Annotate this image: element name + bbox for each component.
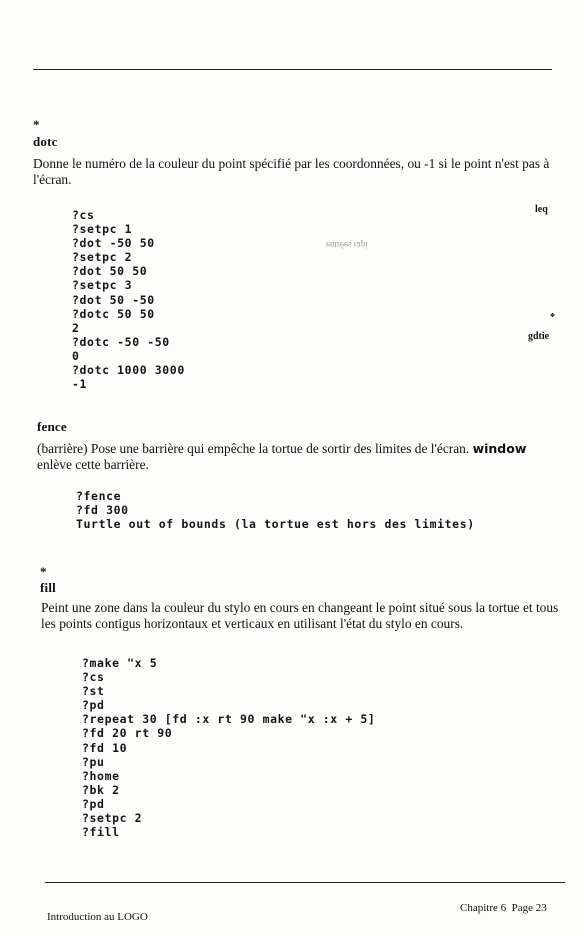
description-fence-text: (barrière) Pose une barrière qui empêche la tortue de sortir des limites de l'écran. [37, 441, 470, 456]
code-line: ?pu [82, 754, 105, 769]
code-line: ?home [82, 768, 120, 783]
star-marker-fill: * [40, 564, 47, 579]
term-fence: fence [37, 419, 67, 434]
code-example-dotc [72, 208, 185, 391]
margin-note: gdtie [528, 331, 550, 342]
bleed-through-text: entrées rapi [326, 240, 368, 250]
star-marker-dotc: * [33, 117, 40, 132]
code-line: ?dotc 1000 3000 [72, 363, 185, 378]
code-line: ?fd 300 [76, 503, 129, 518]
code-line: ?fill [82, 825, 120, 840]
code-line: ?pd [82, 796, 105, 811]
code-line: ?cs [72, 208, 95, 222]
code-line: ?dotc 50 50 [72, 306, 155, 321]
footer-chapter: Chapitre 6 [460, 902, 507, 914]
bottom-rule [45, 882, 565, 883]
code-line: ?setpc 1 [72, 222, 133, 237]
code-line: -1 [72, 377, 88, 392]
footer-page: Page 23 [511, 902, 547, 914]
code-line: ?bk 2 [82, 782, 120, 797]
description-dotc: Donne le numéro de la couleur du point spécifié par les coordonnées, ou -1 si le point n'est pas à l'écran. [33, 156, 550, 187]
code-line: ?fence [76, 489, 122, 503]
code-line: ?dotc -50 -50 [72, 334, 170, 349]
term-dotc: dotc [33, 134, 58, 149]
code-line: ?fd 20 rt 90 [82, 726, 173, 741]
code-line: ?st [82, 684, 105, 699]
keyword-window: window [472, 441, 527, 456]
code-line: ?fd 10 [82, 740, 128, 755]
description-fence [37, 441, 557, 473]
code-line: Turtle out of bounds (la tortue est hors des limites) [76, 517, 475, 532]
code-example-fence [76, 489, 475, 531]
description-fence-suffix: enlève cette barrière. [37, 457, 149, 472]
code-line: ?make "x 5 [82, 656, 158, 670]
top-rule [33, 69, 552, 70]
code-line: ?repeat 30 [fd :x rt 90 make "x :x + 5] [82, 712, 376, 727]
margin-note: * [550, 312, 555, 323]
margin-note: leq [535, 204, 548, 215]
code-example-fill [82, 656, 375, 839]
term-fill: fill [40, 580, 56, 595]
code-line: ?dot 50 50 [72, 264, 148, 279]
code-line: ?setpc 2 [72, 250, 133, 265]
code-line: ?setpc 2 [82, 811, 143, 826]
code-line: 2 [72, 320, 80, 335]
code-line: ?pd [82, 698, 105, 713]
footer-page-info [460, 902, 547, 914]
code-line: ?dot 50 -50 [72, 292, 155, 307]
code-line: ?setpc 3 [72, 278, 133, 293]
description-fill: Peint une zone dans la couleur du stylo en cours en changeant le point situé sous la tortue et tous les points contigus horizontaux et verticaux en utilisant l'état du stylo en cours. [41, 600, 559, 631]
code-line: ?dot -50 50 [72, 236, 155, 251]
code-line: 0 [72, 348, 80, 363]
footer-book-title: Introduction au LOGO [47, 911, 148, 923]
code-line: ?cs [82, 670, 105, 685]
